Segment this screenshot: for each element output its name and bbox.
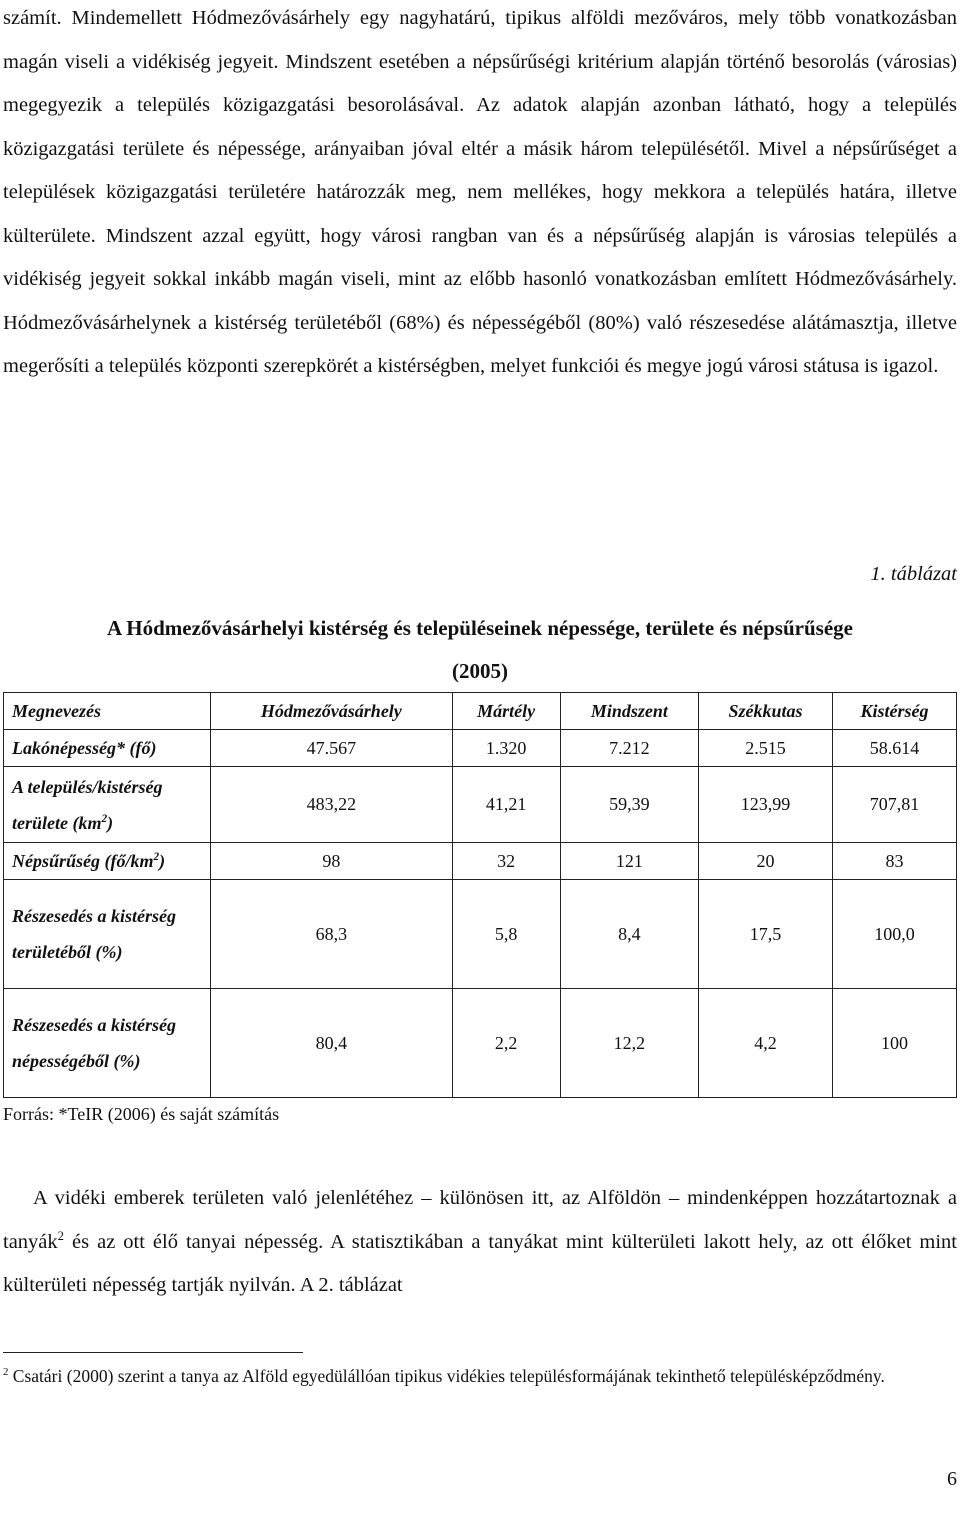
table-cell: 32 bbox=[452, 843, 560, 880]
table-cell: 483,22 bbox=[211, 767, 453, 843]
header-cell: Mindszent bbox=[560, 693, 699, 730]
header-cell: Mártély bbox=[452, 693, 560, 730]
table-title bbox=[0, 607, 960, 693]
table-cell: 5,8 bbox=[452, 880, 560, 989]
table-cell: 12,2 bbox=[560, 989, 699, 1098]
table-cell: 2,2 bbox=[452, 989, 560, 1098]
row-label-text: Részesedés a kistérség területéből (%) bbox=[12, 906, 176, 962]
row-label-end: ) bbox=[107, 812, 114, 833]
table-row bbox=[4, 880, 957, 989]
table-row bbox=[4, 730, 957, 767]
page-number: 6 bbox=[947, 1468, 957, 1490]
table-row bbox=[4, 989, 957, 1098]
header-cell: Kistérség bbox=[832, 693, 956, 730]
table-row bbox=[4, 767, 957, 843]
table-cell: 121 bbox=[560, 843, 699, 880]
row-label bbox=[4, 843, 211, 880]
table-cell: 2.515 bbox=[699, 730, 833, 767]
table-cell: 83 bbox=[832, 843, 956, 880]
table-number: 1. táblázat bbox=[870, 563, 957, 585]
row-label-text: Részesedés a kistérség népességéből (%) bbox=[12, 1015, 176, 1071]
table-cell: 47.567 bbox=[211, 730, 453, 767]
row-label bbox=[4, 730, 211, 767]
table-cell: 7.212 bbox=[560, 730, 699, 767]
table-cell: 4,2 bbox=[699, 989, 833, 1098]
row-label bbox=[4, 880, 211, 989]
row-label bbox=[4, 767, 211, 843]
row-label bbox=[4, 989, 211, 1098]
body-paragraph-2 bbox=[3, 1177, 957, 1308]
row-label-superscript: 2 bbox=[101, 812, 108, 825]
header-cell: Megnevezés bbox=[4, 693, 211, 730]
table-cell: 58.614 bbox=[832, 730, 956, 767]
table-cell: 100 bbox=[832, 989, 956, 1098]
body-paragraph-1 bbox=[3, 0, 957, 389]
row-label-text: A település/kistérség területe (km bbox=[12, 776, 163, 833]
table-cell: 100,0 bbox=[832, 880, 956, 989]
table-cell: 8,4 bbox=[560, 880, 699, 989]
table-source: Forrás: *TeIR (2006) és saját számítás bbox=[3, 1104, 280, 1124]
row-label-text: Népsűrűség (fő/km bbox=[12, 851, 154, 871]
table-title-line2: (2005) bbox=[452, 659, 508, 683]
paragraph-text-continued: és az ott élő tanyai népesség. A statisztikában a tanyákat mint külterületi lakott hely, az ott élőket mint külterületi népesség tartják nyilván. A 2. táblázat bbox=[3, 1230, 957, 1296]
table-cell: 80,4 bbox=[211, 989, 453, 1098]
table-header-row bbox=[4, 693, 957, 730]
table-cell: 20 bbox=[699, 843, 833, 880]
header-cell: Hódmezővásárhely bbox=[211, 693, 453, 730]
footnote-reference: 2 bbox=[57, 1228, 65, 1243]
table-cell: 59,39 bbox=[560, 767, 699, 843]
paragraph-text: számít. Mindemellett Hódmezővásárhely egy nagyhatárú, tipikus alföldi mezőváros, mely több vonatkozásban magán viseli a vidékiség jegyeit. Mindszent esetében a népsűrűségi kritérium alapján történő besorolás (városias) megegyezik a település közigazgatási besorolásával. Az adatok alapján azonban látható, hogy a település közigazgatási területe és népessége, arányaiban jóval eltér a másik három településétől. Mivel a népsűrűséget a települések közigazgatási területére határozzák meg, nem mellékes, hogy mekkora a település határa, illetve külterülete. Mindszent azzal együtt, hogy városi rangban van és a népsűrűség alapján is városias település a vidékiség jegyeit sokkal inkább magán viseli, mint az előbb hasonló vonatkozásban említett Hódmezővásárhely. Hódmezővásárhelynek a kistérség területéből (68%) és népességéből (80%) való részesedése alátámasztja, illetve megerősíti a település központi szerepkörét a kistérségben, melyet funkciói és megye jogú városi státusa is igazol. bbox=[3, 7, 957, 377]
paragraph-text: A vidéki emberek területen való jelenlétéhez – különösen itt, az Alföldön – mindenképpen hozzátartoznak a tanyák bbox=[3, 1187, 957, 1253]
footnote-marker: 2 bbox=[3, 1366, 9, 1379]
footnote bbox=[3, 1362, 957, 1390]
row-label-text: Lakónépesség* (fő) bbox=[12, 738, 157, 758]
table-cell: 707,81 bbox=[832, 767, 956, 843]
data-table bbox=[3, 692, 957, 1098]
table-cell: 41,21 bbox=[452, 767, 560, 843]
table-cell: 17,5 bbox=[699, 880, 833, 989]
table-cell: 98 bbox=[211, 843, 453, 880]
row-label-end: ) bbox=[159, 851, 166, 871]
row-label-superscript: 2 bbox=[153, 851, 160, 863]
table-cell: 123,99 bbox=[699, 767, 833, 843]
header-cell: Székkutas bbox=[699, 693, 833, 730]
table-row bbox=[4, 843, 957, 880]
footnote-divider bbox=[3, 1352, 303, 1353]
footnote-text: Csatári (2000) szerint a tanya az Alföld egyedülállóan tipikus vidékies településformájának tekinthető településképződmény. bbox=[8, 1366, 885, 1386]
table-cell: 68,3 bbox=[211, 880, 453, 989]
table-cell: 1.320 bbox=[452, 730, 560, 767]
table-title-line1: A Hódmezővásárhelyi kistérség és településeinek népessége, területe és népsűrűsége bbox=[107, 616, 853, 640]
